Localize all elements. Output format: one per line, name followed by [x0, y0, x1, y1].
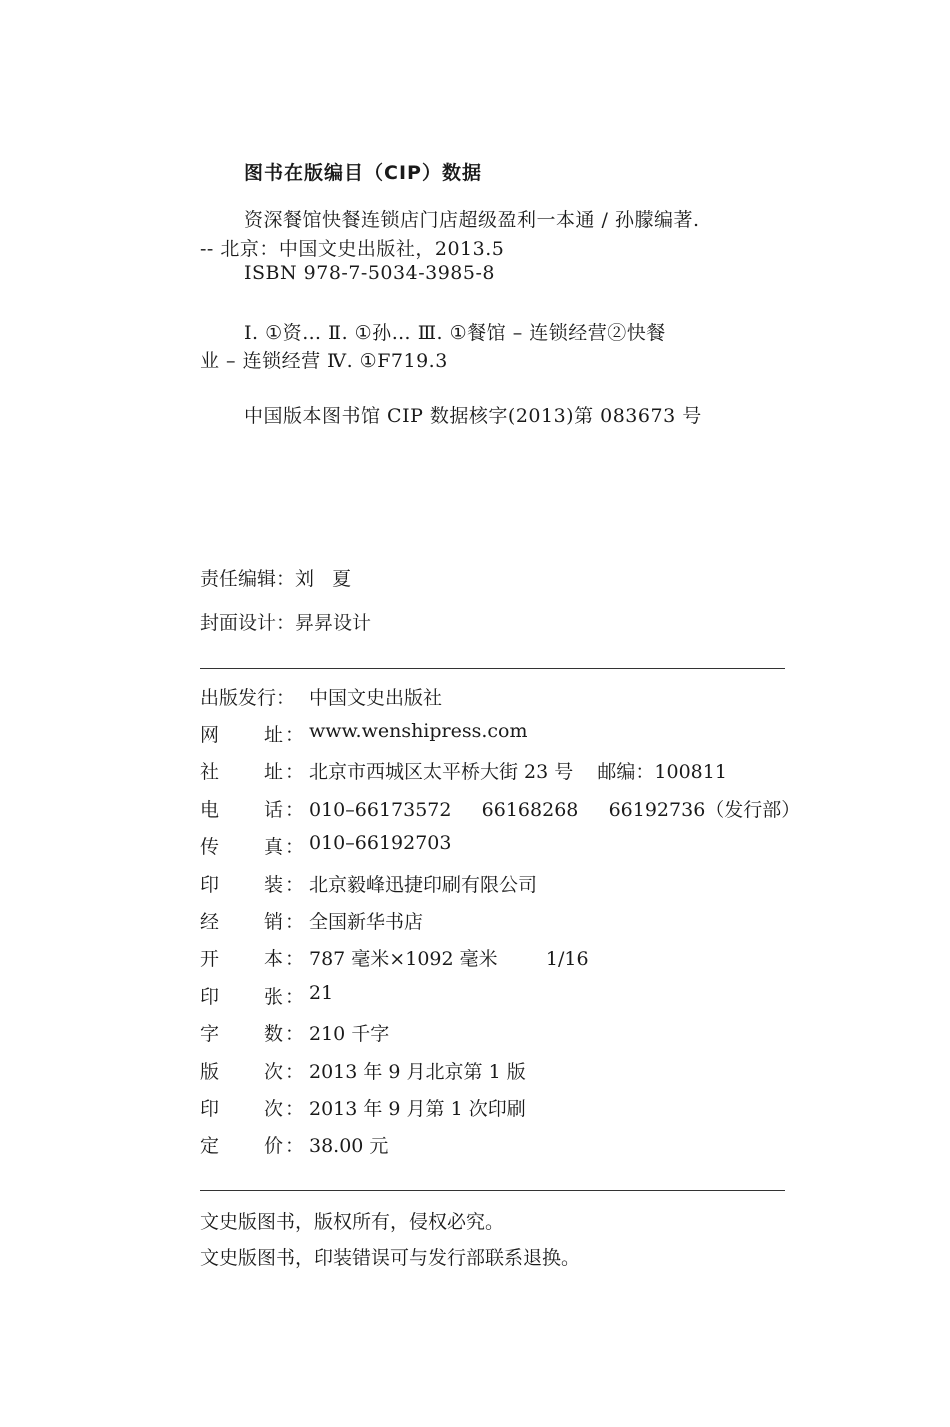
return-notice: 文史版图书，印装错误可与发行部联系退换。 [200, 1247, 581, 1269]
info-value: www.wenshipress.com [309, 720, 528, 742]
info-label-char-1: 印 [200, 1098, 220, 1120]
info-label-char-2: 价 [264, 1135, 284, 1158]
info-label-char-1: 传 [200, 836, 220, 859]
info-label-char-2: 装 [264, 873, 284, 896]
cip-title: 图书在版编目（CIP）数据 [244, 162, 482, 184]
cip-classification-line-1: Ⅰ. ①资… Ⅱ. ①孙… Ⅲ. ①餐馆 – 连锁经营②快餐 [244, 322, 666, 344]
info-label-char-1: 开 [200, 948, 220, 971]
info-value: 210 千字 [309, 1023, 390, 1046]
info-label-char-2: 数 [264, 1023, 284, 1046]
cip-publisher-line: -- 北京：中国文史出版社，2013.5 [200, 238, 505, 260]
info-colon: ： [285, 911, 305, 933]
info-colon: ： [285, 798, 305, 821]
divider-bottom [200, 1190, 785, 1191]
info-label-char-1: 字 [200, 1023, 220, 1046]
info-label-char-1: 经 [200, 911, 220, 933]
info-colon: ： [285, 1060, 305, 1083]
info-label-char-2: 址 [264, 724, 284, 746]
info-label-char-1: 电 [200, 798, 220, 821]
cip-isbn-line: ISBN 978-7-5034-3985-8 [244, 262, 495, 284]
editor-credit [200, 564, 351, 591]
info-value: 北京市西城区太平桥大街 23 号 邮编：100811 [309, 761, 727, 784]
info-colon: ： [285, 1135, 305, 1158]
info-label-char-1: 版 [200, 1060, 220, 1083]
publisher-value: 中国文史出版社 [309, 687, 443, 709]
info-label-char-2: 本 [264, 948, 284, 971]
info-value: 010–66192703 [309, 832, 452, 855]
editor-label: 责任编辑： [200, 568, 296, 590]
divider-top [200, 668, 785, 669]
info-value: 北京毅峰迅捷印刷有限公司 [309, 873, 538, 896]
info-value: 38.00 元 [309, 1135, 389, 1158]
info-label-char-2: 张 [264, 985, 284, 1008]
info-label-char-2: 址 [264, 761, 284, 784]
info-label-char-2: 次 [264, 1098, 284, 1120]
info-colon: ： [285, 761, 305, 784]
copyright-notice: 文史版图书，版权所有，侵权必究。 [200, 1211, 505, 1233]
editor-value: 刘 夏 [295, 568, 352, 590]
cip-record-number: 中国版本图书馆 CIP 数据核字(2013)第 083673 号 [244, 405, 702, 427]
info-value: 全国新华书店 [309, 911, 424, 933]
info-colon: ： [285, 873, 305, 896]
info-value: 2013 年 9 月北京第 1 版 [309, 1060, 526, 1083]
info-colon: ： [285, 985, 305, 1008]
cip-classification-line-2: 业 – 连锁经营 Ⅳ. ①F719.3 [200, 350, 448, 372]
info-colon: ： [285, 1098, 305, 1120]
info-value: 787 毫米×1092 毫米 1/16 [309, 948, 589, 971]
info-label-char-2: 真 [264, 836, 284, 859]
info-label-char-1: 印 [200, 985, 220, 1008]
info-label-char-1: 印 [200, 873, 220, 896]
info-colon: ： [285, 948, 305, 971]
info-value: 2013 年 9 月第 1 次印刷 [309, 1098, 526, 1120]
publisher-label: 出版发行： [200, 687, 296, 709]
cover-value: 昇昇设计 [295, 612, 372, 634]
info-label-char-1: 定 [200, 1135, 220, 1158]
cover-design-credit [200, 608, 371, 635]
info-label-char-1: 社 [200, 761, 220, 784]
info-value: 21 [309, 981, 334, 1004]
cover-label: 封面设计： [200, 612, 296, 634]
info-label-char-2: 话 [264, 798, 284, 821]
info-label-char-1: 网 [200, 724, 220, 746]
info-value: 010–66173572 66168268 66192736（发行部） [309, 798, 801, 821]
info-colon: ： [285, 836, 305, 859]
info-colon: ： [285, 724, 305, 746]
cip-book-title-line: 资深餐馆快餐连锁店门店超级盈利一本通 / 孙朦编著. [244, 209, 700, 231]
info-colon: ： [285, 1023, 305, 1046]
info-label-char-2: 次 [264, 1060, 284, 1083]
info-label-char-2: 销 [264, 911, 284, 933]
